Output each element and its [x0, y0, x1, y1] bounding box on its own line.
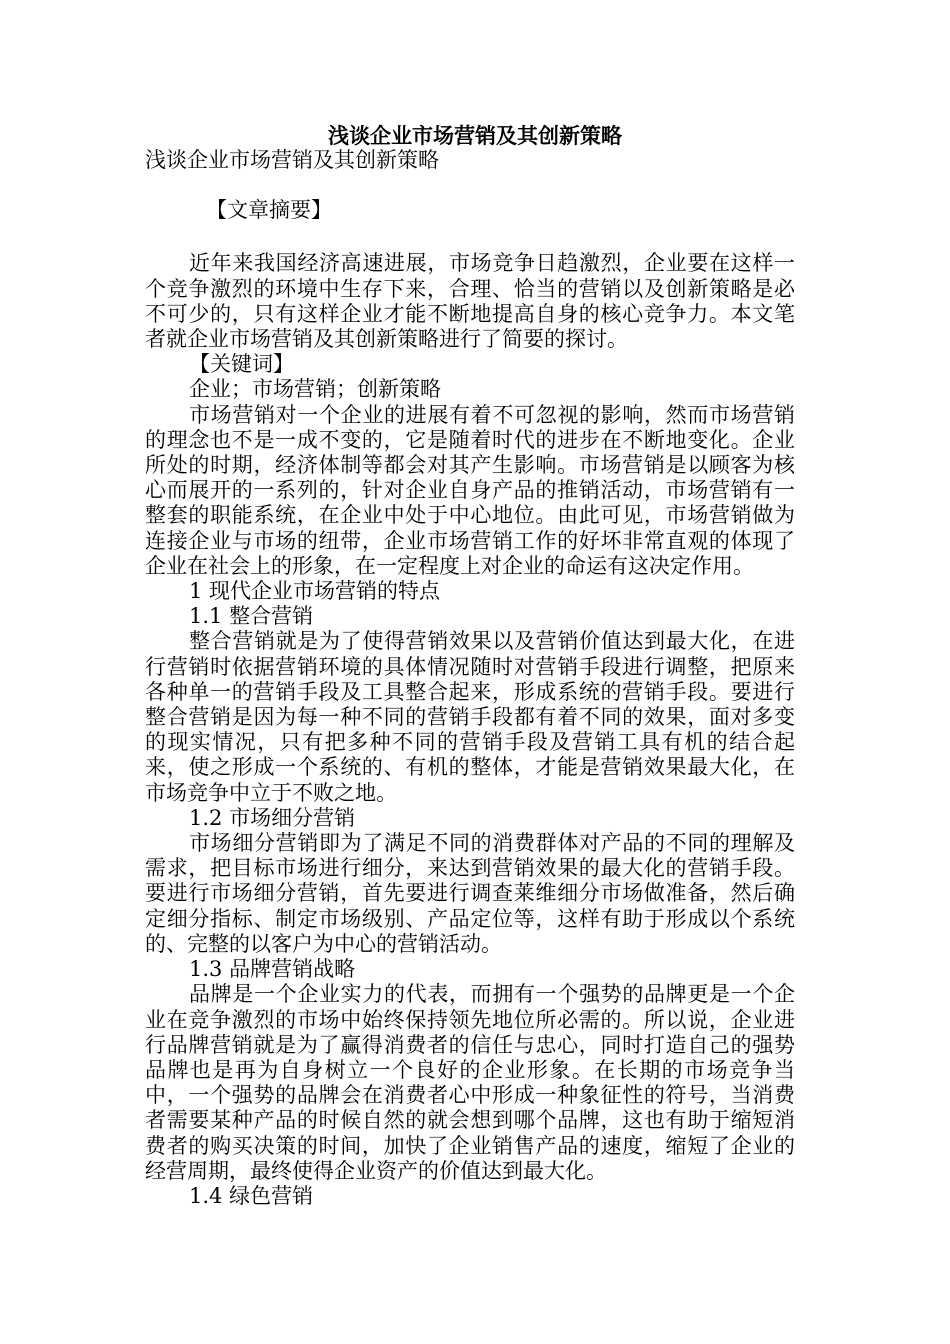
section-heading: 1 现代企业市场营销的特点: [189, 579, 441, 604]
document-subtitle: 浅谈企业市场营销及其创新策略: [145, 148, 439, 172]
document-body: [145, 148, 795, 1209]
keywords-text: 企业；市场营销；创新策略: [189, 377, 441, 402]
subsection-heading-brand-strategy: 1.3 品牌营销战略: [189, 957, 356, 982]
subsection-paragraph-market-segmentation: 市场细分营销即为了满足不同的消费群体对产品的不同的理解及需求，把目标市场进行细分，来达到营销效果的最大化的营销手段。要进行市场细分营销，首先要进行调查莱维细分市场做准备，然后确定细分指标、制定市场级别、产品定位等，这样有助于形成以个系统的、完整的以客户为中心的营销活动。: [145, 831, 795, 956]
abstract-heading: 【文章摘要】: [206, 198, 332, 223]
abstract-paragraph: 近年来我国经济高速进展，市场竞争日趋激烈，企业要在这样一个竞争激烈的环境中生存下来，合理、恰当的营销以及创新策略是必不可少的，只有这样企业才能不断地提高自身的核心竞争力。本文笔者就企业市场营销及其创新策略进行了简要的探讨。: [145, 251, 795, 352]
intro-paragraph: 市场营销对一个企业的进展有着不可忽视的影响，然而市场营销的理念也不是一成不变的，它是随着时代的进步在不断地变化。企业所处的时期，经济体制等都会对其产生影响。市场营销是以顾客为核心而展开的一系列的，针对企业自身产品的推销活动，市场营销有一整套的职能系统，在企业中处于中心地位。由此可见，市场营销做为连接企业与市场的纽带，企业市场营销工作的好坏非常直观的体现了企业在社会上的形象，在一定程度上对企业的命运有这决定作用。: [145, 402, 795, 578]
subsection-paragraph-brand-strategy: 品牌是一个企业实力的代表，而拥有一个强势的品牌更是一个企业在竞争激烈的市场中始终保持领先地位所必需的。所以说，企业进行品牌营销就是为了赢得消费者的信任与忠心，同时打造自己的强势品牌也是再为自身树立一个良好的企业形象。在长期的市场竞争当中，一个强势的品牌会在消费者心中形成一种象征性的符号，当消费者需要某种产品的时候自然的就会想到哪个品牌，这也有助于缩短消费者的购买决策的时间，加快了企业销售产品的速度，缩短了企业的经营周期，最终使得企业资产的价值达到最大化。: [145, 982, 795, 1183]
subsection-heading-market-segmentation: 1.2 市场细分营销: [189, 805, 356, 830]
subsection-paragraph-integrated-marketing: 整合营销就是为了使得营销效果以及营销价值达到最大化，在进行营销时依据营销环境的具体情况随时对营销手段进行调整，把原来各种单一的营销手段及工具整合起来，形成系统的营销手段。要进行整合营销是因为每一种不同的营销手段都有着不同的效果，面对多变的现实情况，只有把多种不同的营销手段及营销工具有机的结合起来，使之形成一个系统的、有机的整体，才能是营销效果最大化，在市场竞争中立于不败之地。: [145, 629, 795, 805]
document-title: 浅谈企业市场营销及其创新策略: [328, 123, 622, 148]
subsection-heading-integrated-marketing: 1.1 整合营销: [189, 604, 314, 629]
subsection-heading-green-marketing: 1.4 绿色营销: [189, 1183, 314, 1208]
keywords-heading: 【关键词】: [189, 352, 294, 377]
